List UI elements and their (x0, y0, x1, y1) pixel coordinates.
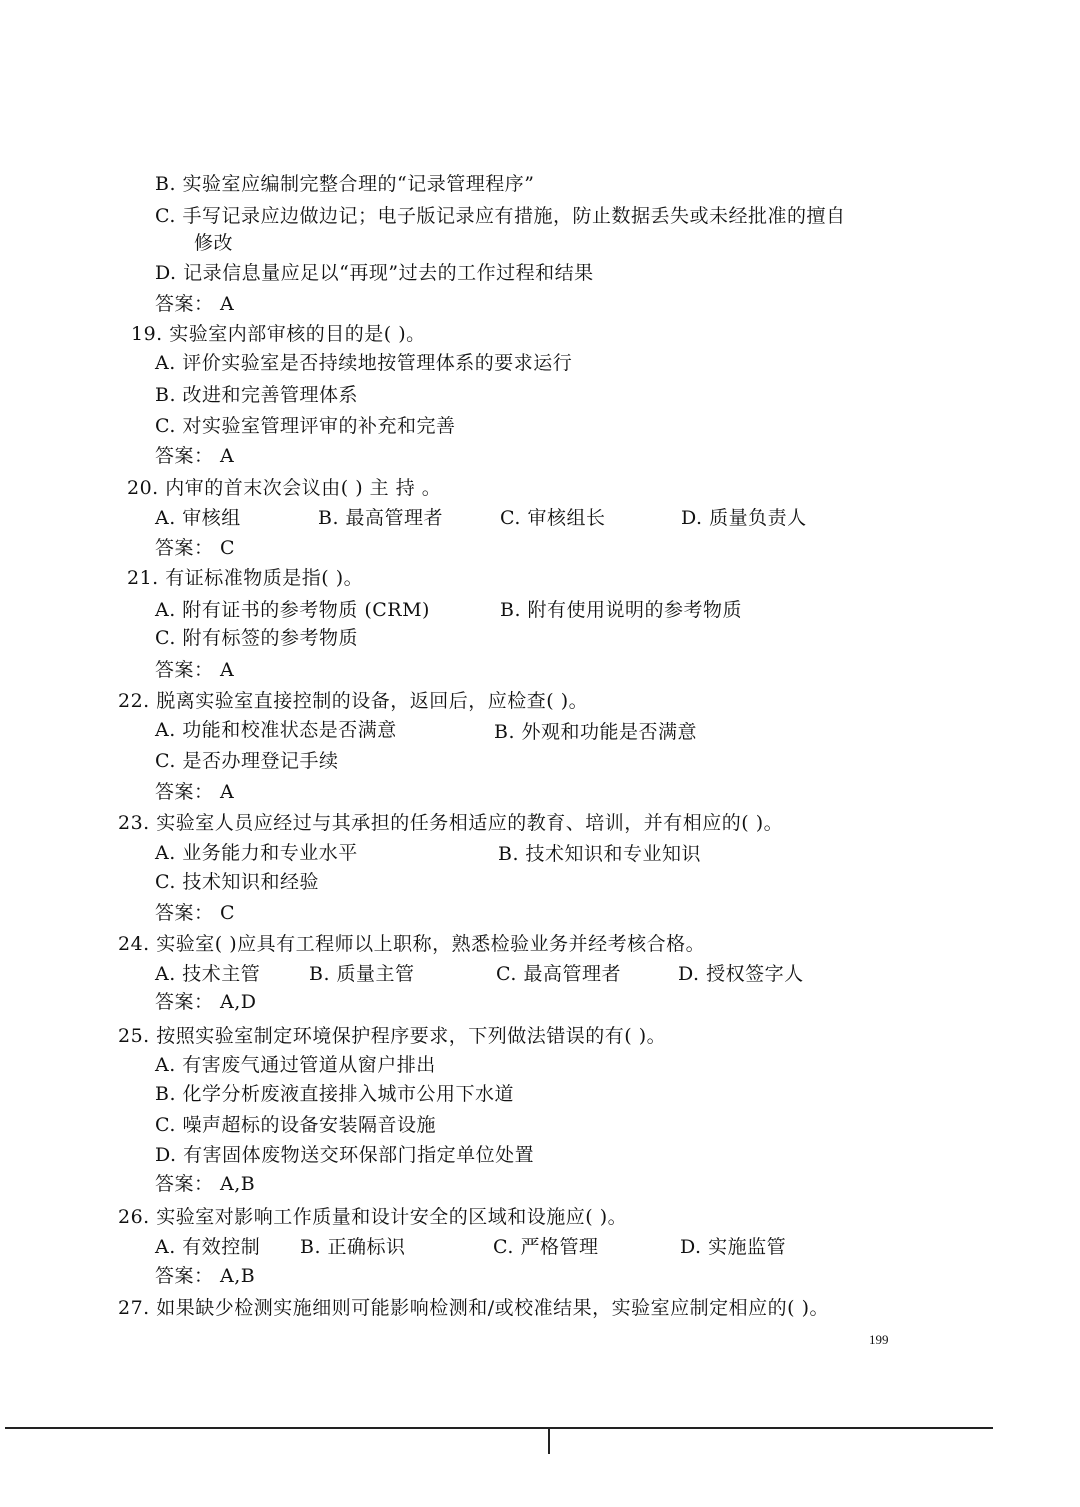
q26-answer: 答案： A,B (155, 1265, 256, 1287)
q21-option-b: B. 附有使用说明的参考物质 (500, 599, 743, 621)
q25-option-a: A. 有害废气通过管道从窗户排出 (155, 1054, 436, 1076)
q24-stem: 24. 实验室( )应具有工程师以上职称，熟悉检验业务并经考核合格。 (118, 933, 706, 955)
q26-option-d: D. 实施监管 (680, 1236, 787, 1258)
q25-option-b: B. 化学分析废液直接排入城市公用下水道 (155, 1083, 515, 1105)
q19-option-b: B. 改进和完善管理体系 (155, 384, 359, 406)
q20-option-d: D. 质量负责人 (681, 507, 807, 529)
q24-option-d: D. 授权签字人 (678, 963, 804, 985)
q18-option-c: C. 手写记录应边做边记；电子版记录应有措施，防止数据丢失或未经批准的擅自 (155, 205, 846, 227)
q23-option-a: A. 业务能力和专业水平 (155, 842, 358, 864)
q20-stem: 20. 内审的首末次会议由( ) 主 持 。 (127, 477, 442, 499)
q18-answer: 答案： A (155, 293, 235, 315)
q25-option-c: C. 噪声超标的设备安装隔音设施 (155, 1114, 436, 1136)
q26-stem: 26. 实验室对影响工作质量和设计安全的区域和设施应( )。 (118, 1206, 628, 1228)
q26-option-b: B. 正确标识 (300, 1236, 406, 1258)
q22-option-a: A. 功能和校准状态是否满意 (155, 719, 397, 741)
q19-stem: 19. 实验室内部审核的目的是( )。 (131, 323, 426, 345)
q22-answer: 答案： A (155, 781, 235, 803)
q27-stem: 27. 如果缺少检测实施细则可能影响检测和/或校准结果，实验室应制定相应的( )。 (118, 1297, 830, 1319)
footer-center-tick (548, 1428, 550, 1454)
q24-answer: 答案： A,D (155, 991, 257, 1013)
q22-option-b: B. 外观和功能是否满意 (494, 721, 698, 743)
q20-answer: 答案： C (155, 537, 236, 559)
q22-option-c: C. 是否办理登记手续 (155, 750, 339, 772)
q24-option-b: B. 质量主管 (309, 963, 415, 985)
q18-option-c-continued: 修改 (194, 232, 234, 254)
q20-option-c: C. 审核组长 (500, 507, 606, 529)
q18-option-b: B. 实验室应编制完整合理的“记录管理程序” (155, 173, 535, 195)
page-number: 199 (869, 1332, 889, 1347)
q23-answer: 答案： C (155, 902, 236, 924)
q19-answer: 答案： A (155, 445, 235, 467)
q18-option-d: D. 记录信息量应足以“再现”过去的工作过程和结果 (155, 262, 594, 284)
q26-option-c: C. 严格管理 (493, 1236, 599, 1258)
q22-stem: 22. 脱离实验室直接控制的设备，返回后，应检查( )。 (118, 690, 589, 712)
q21-option-c: C. 附有标签的参考物质 (155, 627, 358, 649)
q24-option-c: C. 最高管理者 (496, 963, 621, 985)
q20-option-b: B. 最高管理者 (318, 507, 444, 529)
q23-option-c: C. 技术知识和经验 (155, 871, 319, 893)
q25-option-d: D. 有害固体废物送交环保部门指定单位处置 (155, 1144, 535, 1166)
q21-option-a: A. 附有证书的参考物质 (CRM) (155, 599, 430, 621)
footer-rule (5, 1427, 993, 1429)
q20-option-a: A. 审核组 (155, 507, 241, 529)
q19-option-c: C. 对实验室管理评审的补充和完善 (155, 415, 456, 437)
q26-option-a: A. 有效控制 (155, 1236, 261, 1258)
q19-option-a: A. 评价实验室是否持续地按管理体系的要求运行 (155, 352, 573, 374)
q21-stem: 21. 有证标准物质是指( )。 (127, 567, 364, 589)
q25-answer: 答案： A,B (155, 1173, 256, 1195)
q23-option-b: B. 技术知识和专业知识 (498, 843, 702, 865)
q25-stem: 25. 按照实验室制定环境保护程序要求，下列做法错误的有( )。 (118, 1025, 667, 1047)
q21-answer: 答案： A (155, 659, 235, 681)
q23-stem: 23. 实验室人员应经过与其承担的任务相适应的教育、培训，并有相应的( )。 (118, 812, 784, 834)
q24-option-a: A. 技术主管 (155, 963, 261, 985)
